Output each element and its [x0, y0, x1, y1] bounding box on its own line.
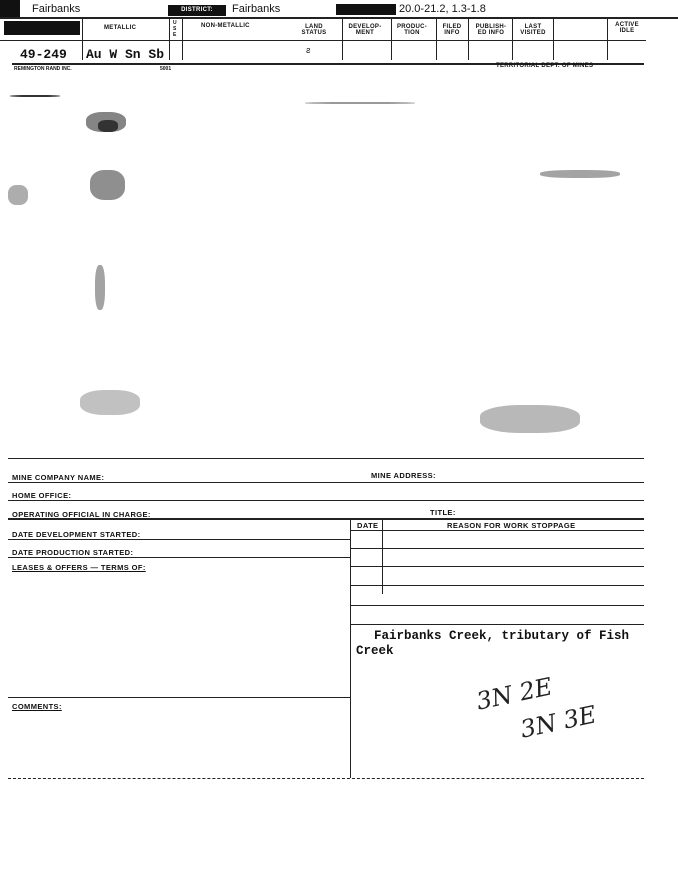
district-name: Fairbanks [232, 3, 281, 15]
date-dev-label: DATE DEVELOPMENT STARTED: [12, 530, 141, 539]
home-office-label: HOME OFFICE: [12, 491, 72, 500]
production-header: PRODUC-TION [396, 24, 428, 36]
mine-company-label: MINE COMPANY NAME: [12, 473, 105, 482]
minerals: Au W Sn Sb [86, 47, 165, 62]
district-label: DISTRICT: [168, 5, 226, 16]
active-idle-header: ACTIVE IDLE [615, 22, 639, 34]
use-header: U S E [173, 20, 177, 38]
operating-official-label: OPERATING OFFICIAL IN CHARGE: [12, 510, 151, 519]
handwritten-township-1: 3N 2E [473, 672, 555, 716]
leases-label: LEASES & OFFERS — TERMS OF: [12, 563, 146, 572]
comments-label: COMMENTS: [12, 702, 62, 711]
record-id: 49-249 [20, 47, 67, 62]
record-no-header-block [4, 21, 80, 35]
mine-address-label: MINE ADDRESS: [371, 471, 436, 480]
territorial-dept: TERRITORIAL DEPT. OF MINES [496, 63, 594, 69]
filed-info-header: FILED INFO [442, 24, 462, 36]
date-prod-label: DATE PRODUCTION STARTED: [12, 548, 134, 557]
redacted-block [336, 4, 396, 15]
title-label: TITLE: [430, 508, 456, 517]
stoppage-col-header: REASON FOR WORK STOPPAGE [447, 521, 576, 530]
metallic-header: METALLIC [104, 25, 137, 31]
non-metallic-header: NON-METALLIC [201, 23, 250, 29]
handwritten-township-2: 3N 3E [517, 700, 599, 744]
published-info-header: PUBLISH-ED INFO [475, 24, 507, 36]
region-label: Fairbanks [32, 3, 81, 15]
corner-block [0, 0, 20, 18]
form-maker: REMINGTON RAND INC. [14, 66, 72, 72]
location-line-1: Fairbanks Creek, tributary of Fish [374, 629, 630, 643]
form-number: 5001 [160, 66, 172, 72]
survey-codes: 20.0-21.2, 1.3-1.8 [399, 3, 486, 15]
development-header: DEVELOP-MENT [348, 24, 382, 36]
date-col-header: DATE [357, 521, 379, 530]
last-visited-header: LAST VISITED [520, 24, 546, 36]
land-status-mark: ƨ [306, 45, 311, 55]
land-status-header: LAND STATUS [301, 24, 327, 36]
location-line-2: Creek [356, 644, 394, 658]
